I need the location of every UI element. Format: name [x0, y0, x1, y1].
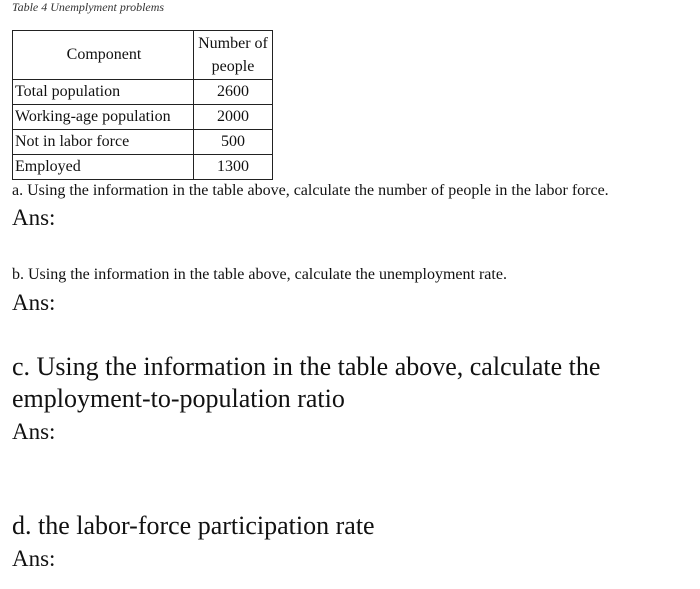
row-value: 1300 — [194, 155, 273, 180]
table-row — [13, 80, 273, 105]
row-value: 2600 — [194, 80, 273, 105]
question-d: d. the labor-force participation rate — [12, 511, 375, 540]
row-label: Employed — [13, 155, 194, 180]
table-row — [13, 105, 273, 130]
header-number-line2: people — [211, 58, 255, 75]
header-component: Component — [13, 31, 194, 80]
header-number-of-people — [194, 31, 273, 80]
row-label: Total population — [13, 80, 194, 105]
table-row — [13, 130, 273, 155]
answer-label-a: Ans: — [12, 205, 56, 230]
row-label: Working-age population — [13, 105, 194, 130]
question-c — [12, 351, 600, 415]
row-value: 2000 — [194, 105, 273, 130]
question-c-line1: c. Using the information in the table above, calculate the — [12, 352, 601, 381]
answer-label-b: Ans: — [12, 290, 56, 315]
table-caption: Table 4 Unemplyment problems — [12, 0, 165, 14]
answer-label-d: Ans: — [12, 546, 56, 571]
question-c-line2: employment-to-population ratio — [12, 384, 345, 413]
answer-label-c: Ans: — [12, 419, 56, 444]
unemployment-table — [12, 30, 273, 180]
header-number-line1: Number of — [198, 35, 268, 52]
row-label: Not in labor force — [13, 130, 194, 155]
table-header-row — [13, 31, 273, 80]
row-value: 500 — [194, 130, 273, 155]
question-a: a. Using the information in the table above, calculate the number of people in the labor force. — [12, 182, 609, 199]
question-b: b. Using the information in the table above, calculate the unemployment rate. — [12, 266, 507, 283]
table-row — [13, 155, 273, 180]
